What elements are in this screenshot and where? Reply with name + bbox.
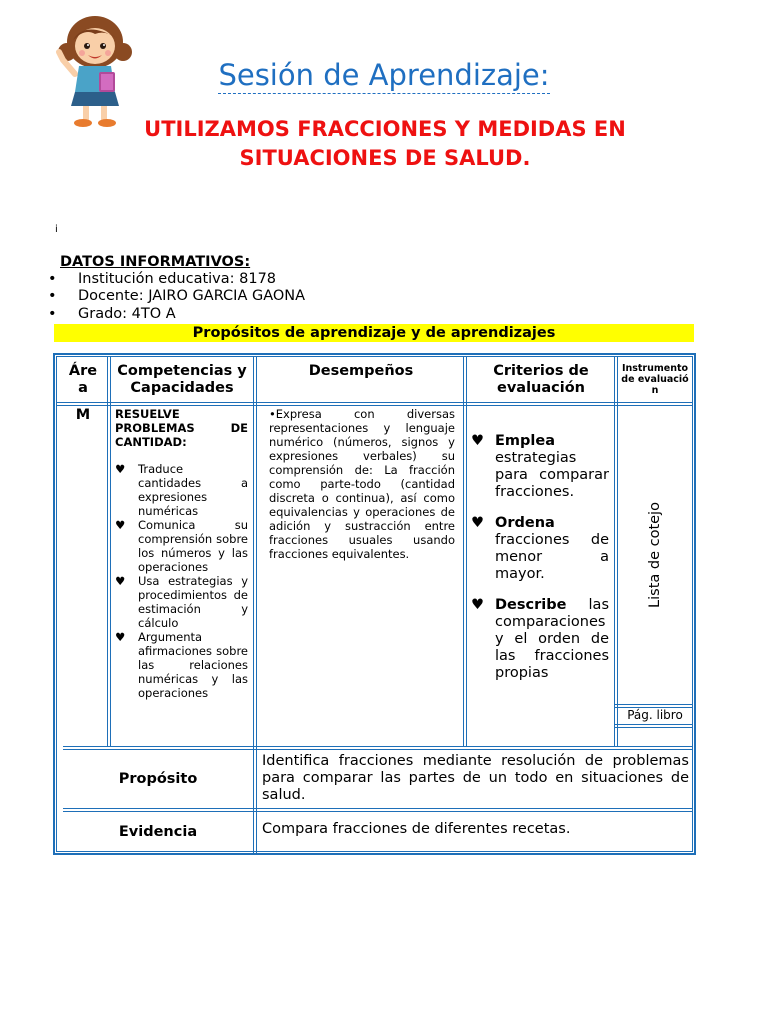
purposes-banner: Propósitos de aprendizaje y de aprendizajes bbox=[54, 324, 694, 342]
instrumento-value: Lista de cotejo bbox=[647, 502, 663, 608]
grid-line bbox=[253, 357, 257, 854]
competencias-cell bbox=[115, 407, 248, 700]
header-desempenos: Desempeños bbox=[308, 363, 414, 379]
instrumento-cell bbox=[620, 407, 690, 703]
learning-table bbox=[54, 354, 695, 854]
competencia-title: RESUELVE PROBLEMAS DE CANTIDAD: bbox=[115, 407, 248, 449]
heart-bullet-icon: ♥ bbox=[471, 515, 484, 531]
capacidad-item: ♥ Argumenta afirmaciones sobre las relaciones numéricas y las operaciones bbox=[115, 630, 248, 700]
capacidad-item: ♥ Comunica su comprensión sobre los números y las operaciones bbox=[115, 518, 248, 574]
proposito-text: Identifica fracciones mediante resolución de problemas para comparar las partes de un todo en situaciones de salud. bbox=[262, 753, 689, 803]
criterio-item: ♥ Emplea estrategias para comparar fracciones. bbox=[471, 433, 609, 500]
datos-item: • Institución educativa: 8178 bbox=[48, 271, 277, 287]
criterios-cell bbox=[471, 433, 609, 696]
stray-mark: i bbox=[55, 224, 58, 235]
datos-item: • Docente: JAIRO GARCIA GAONA bbox=[48, 288, 306, 304]
session-subtitle: UTILIZAMOS FRACCIONES Y MEDIDAS EN SITUACIONES DE SALUD. bbox=[144, 117, 626, 170]
capacidad-item: ♥ Traduce cantidades a expresiones numéricas bbox=[115, 462, 248, 518]
proposito-label: Propósito bbox=[118, 771, 198, 787]
grid-line bbox=[463, 357, 467, 747]
heart-bullet-icon: ♥ bbox=[115, 574, 126, 588]
evidencia-text: Compara fracciones de diferentes recetas. bbox=[262, 821, 571, 837]
datos-item: • Grado: 4TO A bbox=[48, 306, 176, 322]
header-criterios: Criterios de evaluación bbox=[493, 363, 589, 396]
page-title: Sesión de Aprendizaje: bbox=[218, 58, 550, 92]
evidencia-label: Evidencia bbox=[118, 824, 198, 840]
grid-line bbox=[57, 402, 692, 406]
criterio-item: ♥ Ordena fracciones de menor a mayor. bbox=[471, 515, 609, 582]
desempeno-text: •Expresa con diversas representaciones y lenguaje numérico (números, signos y expresiones verbales) su comprensión de: La fracción como parte-todo (cantidad discreta o continua), así como equivalencias y operaciones de adición y sustracción entre fracciones usuales usando fracciones equivalentes. bbox=[269, 407, 455, 561]
header-area: Área bbox=[68, 363, 98, 396]
heart-bullet-icon: ♥ bbox=[115, 630, 126, 644]
capacidad-item: ♥ Usa estrategias y procedimientos de estimación y cálculo bbox=[115, 574, 248, 630]
heart-bullet-icon: ♥ bbox=[115, 462, 126, 476]
header-competencias: Competencias y Capacidades bbox=[117, 363, 247, 396]
datos-heading: DATOS INFORMATIVOS: bbox=[60, 254, 251, 270]
pag-libro: Pág. libro bbox=[627, 708, 683, 722]
grid-line bbox=[614, 357, 618, 747]
criterio-item: ♥ Describe las comparaciones y el orden de las fracciones propias bbox=[471, 597, 609, 681]
heart-bullet-icon: ♥ bbox=[115, 518, 126, 532]
area-value: M bbox=[75, 407, 91, 423]
header-instrumento: Instrumento de evaluación bbox=[621, 363, 689, 396]
heart-bullet-icon: ♥ bbox=[471, 597, 484, 613]
grid-line bbox=[107, 357, 111, 747]
heart-bullet-icon: ♥ bbox=[471, 433, 484, 449]
grid-line bbox=[614, 724, 692, 728]
